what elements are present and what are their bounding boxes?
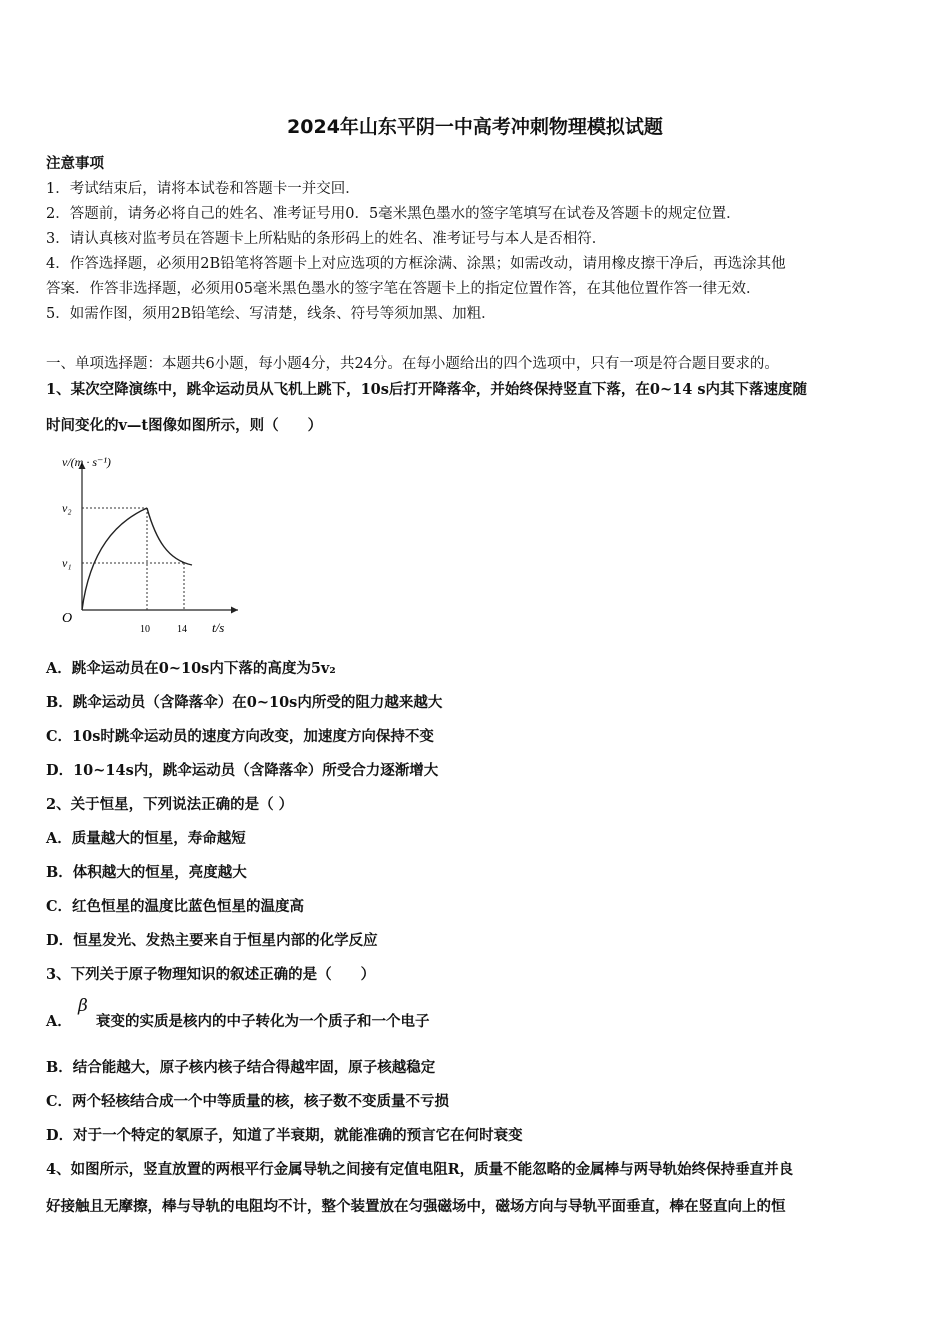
question-3-option-d: D．对于一个特定的氡原子，知道了半衰期，就能准确的预言它在何时衰变 — [46, 1127, 523, 1144]
question-2-option-d: D．恒星发光、发热主要来自于恒星内部的化学反应 — [46, 932, 378, 949]
question-3-option-b: B．结合能越大，原子核内核子结合得越牢固，原子核越稳定 — [46, 1059, 436, 1076]
question-1-option-b: B．跳伞运动员（含降落伞）在0~10s内所受的阻力越来越大 — [46, 694, 443, 711]
question-1-option-d: D．10~14s内，跳伞运动员（含降落伞）所受合力逐渐增大 — [46, 762, 439, 779]
page-title: 2024年山东平阴一中高考冲刺物理模拟试题 — [287, 116, 663, 138]
beta-symbol: β — [78, 996, 88, 1016]
notice-item: 3．请认真核对监考员在答题卡上所粘贴的条形码上的姓名、准考证号与本人是否相符． — [46, 231, 607, 247]
notice-item: 5．如需作图，须用2B铅笔绘、写清楚，线条、符号等须加黑、加粗． — [46, 306, 496, 322]
question-2-option-b: B．体积越大的恒星，亮度越大 — [46, 864, 247, 881]
question-3-option-c: C．两个轻核结合成一个中等质量的核，核子数不变质量不亏损 — [46, 1093, 450, 1110]
v1-label: v₁ — [62, 556, 72, 570]
accelerating-curve — [82, 508, 147, 610]
t10-label: 10 — [140, 624, 150, 635]
section-heading: 一、单项选择题：本题共6小题，每小题4分，共24分。在每小题给出的四个选项中，只有一项是符合题目要求的。 — [46, 356, 779, 372]
v2-label: v₂ — [62, 501, 72, 515]
question-1-option-a: A．跳伞运动员在0~10s内下落的高度为5v₂ — [46, 660, 336, 677]
question-2-stem: 2、关于恒星，下列说法正确的是（ ） — [46, 796, 294, 813]
notice-item: 1．考试结束后，请将本试卷和答题卡一并交回． — [46, 181, 360, 197]
question-1-option-c: C．10s时跳伞运动员的速度方向改变，加速度方向保持不变 — [46, 728, 434, 745]
question-3-option-a-label: A． — [46, 1013, 72, 1030]
notice-heading: 注意事项 — [46, 155, 104, 172]
x-axis-label: t/s — [212, 620, 225, 635]
decelerating-curve — [147, 508, 192, 565]
t14-label: 14 — [177, 624, 187, 635]
y-axis-label: v/(m · s⁻¹) — [62, 455, 111, 469]
notice-item: 答案．作答非选择题，必须用05毫米黑色墨水的签字笔在答题卡上的指定位置作答，在其他位置作答一律无效． — [46, 281, 761, 297]
question-4-stem-line1: 4、如图所示，竖直放置的两根平行金属导轨之间接有定值电阻R，质量不能忽略的金属棒与两导轨始终保持垂直并良 — [46, 1161, 794, 1178]
question-2-option-c: C．红色恒星的温度比蓝色恒星的温度高 — [46, 898, 305, 915]
question-2-option-a: A．质量越大的恒星，寿命越短 — [46, 830, 246, 847]
notice-item: 2．答题前，请务必将自己的姓名、准考证号用0．5毫米黑色墨水的签字笔填写在试卷及答题卡的规定位置． — [46, 206, 741, 222]
question-3-stem: 3、下列关于原子物理知识的叙述正确的是（ ） — [46, 966, 376, 983]
question-1-stem-line1: 1、某次空降演练中，跳伞运动员从飞机上跳下，10s后打开降落伞，并始终保持竖直下落，在0~14 s内其下落速度随 — [46, 381, 808, 398]
vt-graph — [56, 450, 256, 640]
origin-label: O — [62, 611, 73, 626]
question-4-stem-line2: 好接触且无摩擦，棒与导轨的电阻均不计，整个装置放在匀强磁场中，磁场方向与导轨平面垂直，棒在竖直向上的恒 — [46, 1198, 786, 1215]
question-3-option-a-text: 衰变的实质是核内的中子转化为一个质子和一个电子 — [96, 1013, 430, 1030]
notice-item: 4．作答选择题，必须用2B铅笔将答题卡上对应选项的方框涂满、涂黑；如需改动，请用橡皮擦干净后，再选涂其他 — [46, 256, 786, 272]
question-1-stem-line2: 时间变化的v—t图像如图所示，则（ ） — [46, 417, 323, 434]
